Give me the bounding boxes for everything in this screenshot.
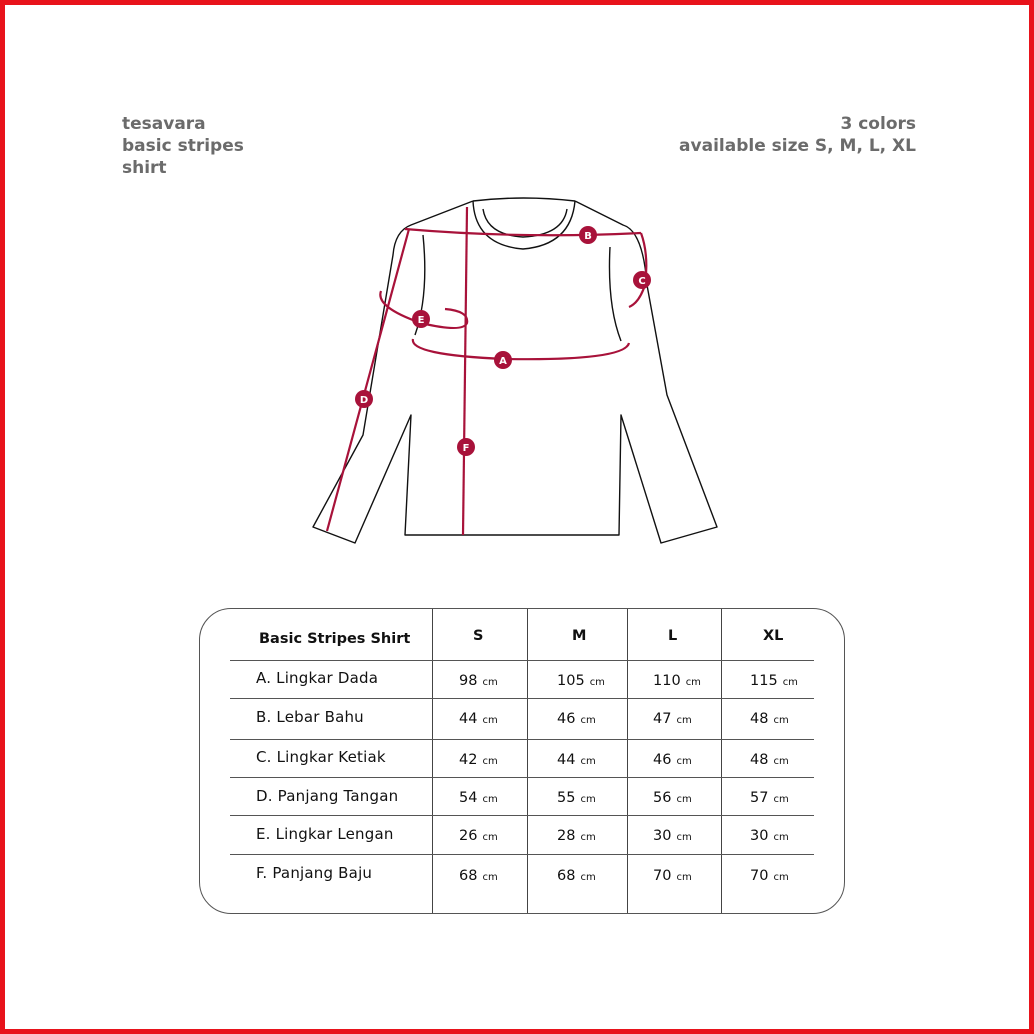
- value-unit: cm: [482, 677, 498, 688]
- row-divider: [230, 739, 814, 740]
- measurement-value: [653, 828, 692, 844]
- value-number: 56: [653, 790, 672, 806]
- value-unit: cm: [580, 715, 596, 726]
- value-unit: cm: [676, 832, 692, 843]
- measurement-value: [653, 752, 692, 768]
- row-label: C. Lingkar Ketiak: [256, 748, 386, 766]
- measurement-value: [459, 828, 498, 844]
- label-c: [633, 271, 651, 289]
- row-label: A. Lingkar Dada: [256, 669, 379, 687]
- value-unit: cm: [482, 872, 498, 883]
- label-a-text: A: [499, 356, 507, 367]
- label-b-text: B: [584, 231, 592, 242]
- measurement-value: [557, 828, 596, 844]
- colors-count: 3 colors: [840, 114, 916, 134]
- measurement-value: [557, 790, 596, 806]
- value-number: 68: [459, 868, 478, 884]
- row-divider: [230, 777, 814, 778]
- value-number: 98: [459, 673, 478, 689]
- value-number: 26: [459, 828, 478, 844]
- value-number: 28: [557, 828, 576, 844]
- label-d: [355, 390, 373, 408]
- value-number: 44: [459, 711, 478, 727]
- shirt-outline: [313, 198, 717, 543]
- table-title: Basic Stripes Shirt: [259, 631, 411, 647]
- size-header-l: L: [668, 628, 678, 644]
- value-unit: cm: [773, 756, 789, 767]
- row-label: F. Panjang Baju: [256, 864, 373, 882]
- measurement-value: [750, 711, 789, 727]
- value-unit: cm: [773, 794, 789, 805]
- row-divider: [230, 660, 814, 661]
- column-divider: [527, 609, 528, 913]
- label-e-text: E: [417, 315, 425, 326]
- label-f-text: F: [462, 443, 470, 454]
- brand-line-3: shirt: [122, 158, 167, 178]
- measurement-value: [653, 790, 692, 806]
- value-number: 57: [750, 790, 769, 806]
- column-divider: [432, 609, 433, 913]
- value-unit: cm: [580, 794, 596, 805]
- label-f: [457, 438, 475, 456]
- value-unit: cm: [482, 794, 498, 805]
- brand-line-1: tesavara: [122, 114, 206, 134]
- value-unit: cm: [482, 832, 498, 843]
- value-unit: cm: [685, 677, 701, 688]
- measurement-value: [459, 752, 498, 768]
- value-unit: cm: [676, 715, 692, 726]
- value-number: 47: [653, 711, 672, 727]
- measurement-value: [750, 828, 789, 844]
- row-divider: [230, 815, 814, 816]
- value-unit: cm: [773, 715, 789, 726]
- measurement-lines: [327, 207, 646, 535]
- value-number: 105: [557, 673, 585, 689]
- value-unit: cm: [676, 872, 692, 883]
- value-number: 42: [459, 752, 478, 768]
- label-a: [494, 351, 512, 369]
- available-sizes: available size S, M, L, XL: [679, 136, 916, 156]
- product-name: [122, 113, 244, 179]
- value-number: 46: [653, 752, 672, 768]
- measurement-value: [750, 790, 789, 806]
- size-table: [199, 608, 845, 914]
- value-number: 70: [653, 868, 672, 884]
- measurement-value: [557, 673, 605, 689]
- value-number: 115: [750, 673, 778, 689]
- measurement-value: [557, 868, 596, 884]
- label-c-text: C: [638, 276, 646, 287]
- label-b: [579, 226, 597, 244]
- row-label: D. Panjang Tangan: [256, 787, 399, 805]
- value-unit: cm: [773, 832, 789, 843]
- value-number: 44: [557, 752, 576, 768]
- brand-line-2: basic stripes: [122, 136, 244, 156]
- value-number: 46: [557, 711, 576, 727]
- size-header-xl: XL: [763, 628, 784, 644]
- value-unit: cm: [482, 715, 498, 726]
- row-divider: [230, 854, 814, 855]
- value-number: 48: [750, 711, 769, 727]
- value-unit: cm: [773, 872, 789, 883]
- value-number: 54: [459, 790, 478, 806]
- size-header-s: S: [473, 628, 484, 644]
- value-unit: cm: [482, 756, 498, 767]
- value-unit: cm: [782, 677, 798, 688]
- row-label: B. Lebar Bahu: [256, 708, 364, 726]
- measurement-value: [653, 868, 692, 884]
- label-d-text: D: [359, 395, 369, 406]
- value-unit: cm: [580, 756, 596, 767]
- measurement-value: [557, 711, 596, 727]
- value-unit: cm: [676, 794, 692, 805]
- size-header-m: M: [572, 628, 587, 644]
- value-number: 30: [750, 828, 769, 844]
- column-divider: [627, 609, 628, 913]
- row-label: E. Lingkar Lengan: [256, 825, 394, 843]
- value-number: 70: [750, 868, 769, 884]
- product-info: [679, 113, 916, 157]
- label-e: [412, 310, 430, 328]
- measurement-value: [750, 673, 798, 689]
- value-unit: cm: [589, 677, 605, 688]
- measurement-value: [459, 868, 498, 884]
- measurement-value: [653, 673, 701, 689]
- value-unit: cm: [580, 872, 596, 883]
- column-divider: [721, 609, 722, 913]
- value-unit: cm: [676, 756, 692, 767]
- value-number: 68: [557, 868, 576, 884]
- measurement-value: [653, 711, 692, 727]
- measurement-value: [750, 752, 789, 768]
- value-number: 110: [653, 673, 681, 689]
- shirt-diagram: [305, 195, 725, 555]
- value-number: 55: [557, 790, 576, 806]
- row-divider: [230, 698, 814, 699]
- value-number: 48: [750, 752, 769, 768]
- measurement-value: [459, 790, 498, 806]
- measurement-value: [459, 711, 498, 727]
- value-number: 30: [653, 828, 672, 844]
- measurement-value: [459, 673, 498, 689]
- measurement-value: [557, 752, 596, 768]
- measurement-value: [750, 868, 789, 884]
- value-unit: cm: [580, 832, 596, 843]
